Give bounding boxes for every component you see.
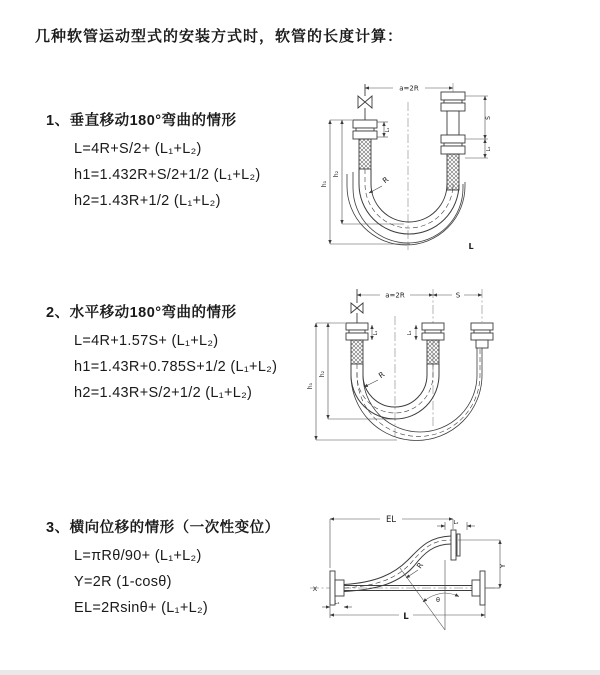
length-label: L [468,242,474,251]
vertical-bend-drawing [308,72,600,264]
formula-h1: h1=1.43R+0.785S+1/2 (L₁+L₂) [74,359,278,375]
dim-label-s: S [455,291,461,300]
formula-h2: h2=1.43R+1/2 (L₁+L₂) [74,193,221,209]
dim-label-h2: h₂ [319,370,326,378]
axis-mark-label: X [312,585,318,593]
dim-label-l2: L₂ [486,146,492,152]
valve-icon [351,289,363,323]
diagram-lateral-displacement [296,498,600,648]
angle-label: θ [436,596,440,604]
hose-curves [344,536,451,592]
formula-length: L=4R+1.57S+ (L₁+L₂) [74,333,219,349]
section-3-heading: 3、横向位移的情形（一次性变位） [46,520,280,536]
formula-y: Y=2R (1-cosθ) [74,574,172,590]
horizontal-bend-drawing [302,278,600,450]
radius-label: R [380,174,391,186]
hose-arcs [351,348,482,441]
diagram-vertical-bend [308,72,600,264]
diagram-horizontal-bend [302,278,600,450]
dim-label-width: a=2R [399,84,419,93]
dim-label-y: Y [499,563,507,569]
dim-label-width: a=2R [385,291,405,300]
section-vertical-bend [46,109,318,218]
section-lateral-displacement [46,516,318,625]
lateral-displacement-drawing [296,498,600,648]
section-horizontal-bend [46,301,318,410]
formula-length: L=πRθ/90+ (L₁+L₂) [74,548,202,564]
page-title: 几种软管运动型式的安装方式时，软管的长度计算： [35,28,404,45]
valve-icon [358,84,372,120]
radius-label: R [376,369,387,381]
formula-length: L=4R+S/2+ (L₁+L₂) [74,141,202,157]
page-bottom-edge [0,670,600,675]
pipe-assemblies [346,323,493,364]
dim-label-l1: L₁ [334,600,340,606]
dim-label-s: S [485,116,492,120]
dim-label-h1: h₁ [321,180,328,188]
section-1-heading: 1、垂直移动180°弯曲的情形 [46,113,237,129]
dim-label-el: EL [385,515,397,525]
formula-h1: h1=1.432R+S/2+1/2 (L₁+L₂) [74,167,261,183]
dim-label-l2: L₂ [453,520,459,526]
dim-label-h1: h₁ [307,382,314,390]
dim-label-l1: L₁ [373,330,379,336]
dim-label-h2: h₂ [333,170,340,178]
radius-label: R [414,560,426,571]
formula-h2: h2=1.43R+S/2+1/2 (L₁+L₂) [74,385,253,401]
flanges [330,530,485,605]
dim-label-l1: L₁ [385,127,391,133]
formula-el: EL=2Rsinθ+ (L₁+L₂) [74,600,209,616]
section-2-heading: 2、水平移动180°弯曲的情形 [46,305,237,321]
dim-label-l2: L₂ [407,330,413,336]
length-label: L [403,612,409,622]
